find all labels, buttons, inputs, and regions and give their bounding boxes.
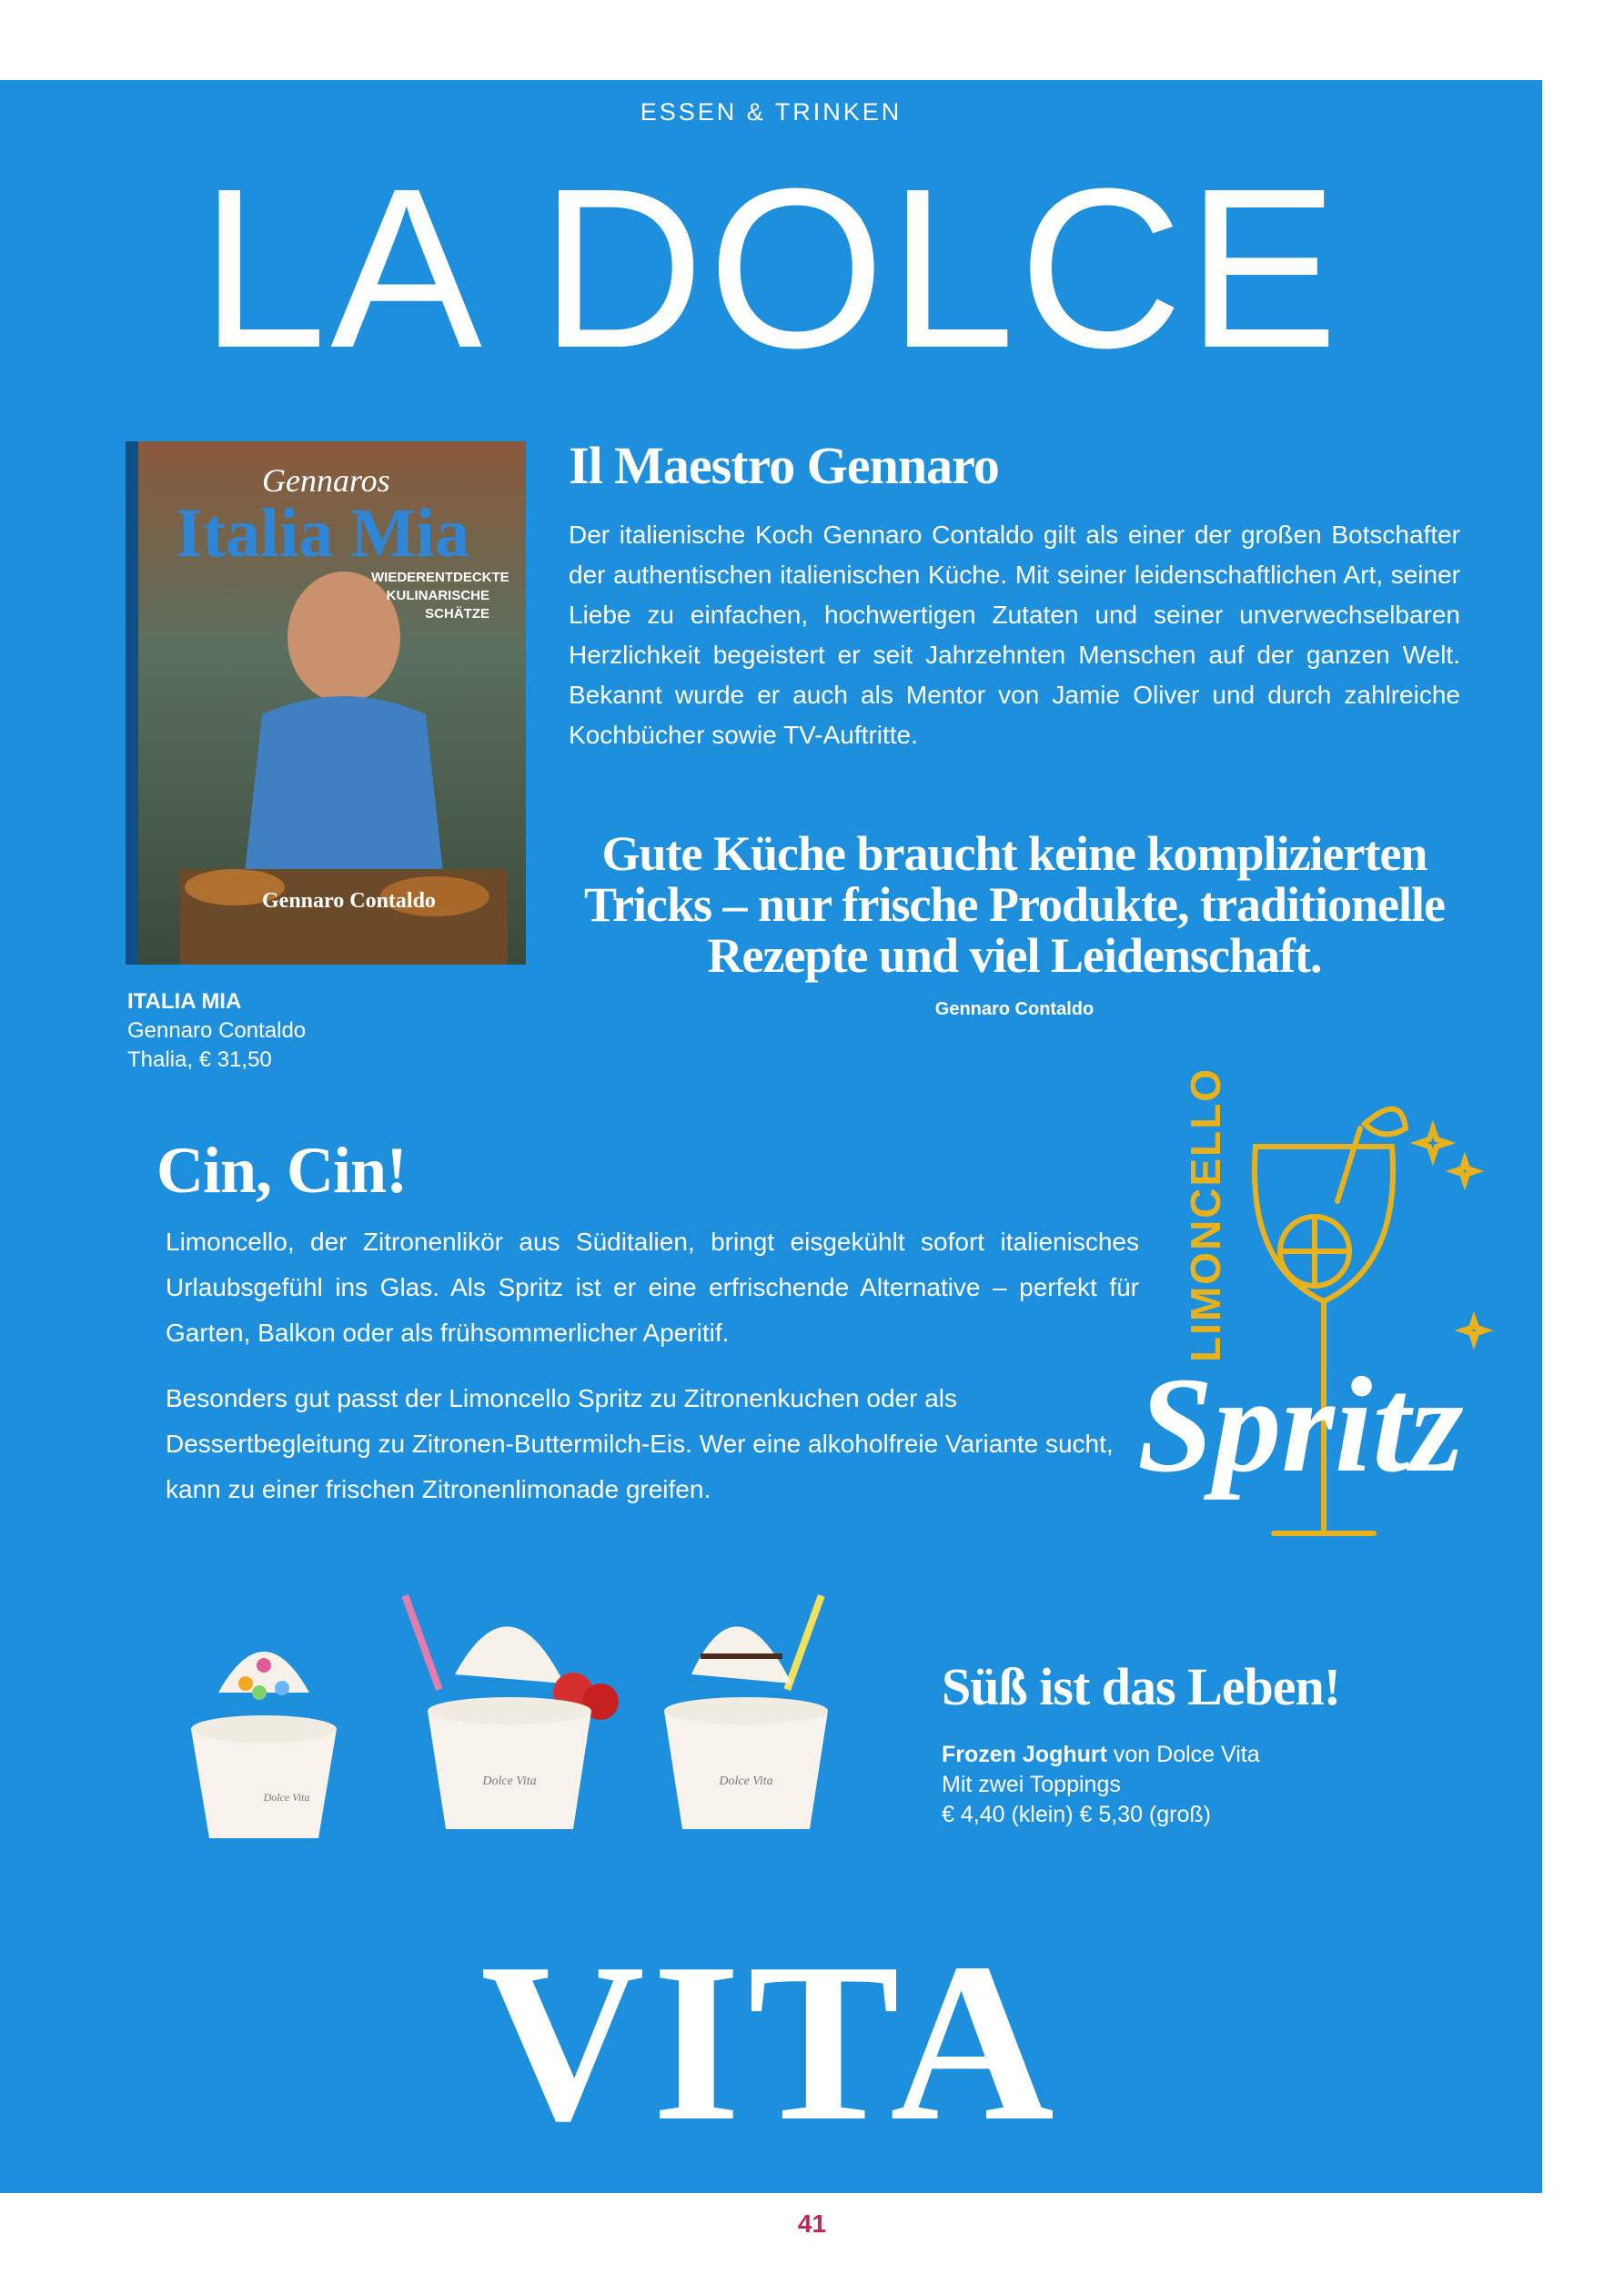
frozen-yogurt-image: [173, 1574, 855, 1893]
article1-heading: Il Maestro Gennaro: [569, 436, 999, 495]
limoncello-vertical-text: LIMONCELLO: [1182, 1067, 1229, 1363]
book-cover-title: Italia Mia: [176, 495, 469, 571]
product-price: € 4,40 (klein) € 5,30 (groß): [942, 1802, 1211, 1827]
quote-author: Gennaro Contaldo: [934, 999, 1094, 1019]
cup-label-2: Dolce Vita: [482, 1774, 537, 1788]
book-cover-brand: Gennaros: [262, 462, 390, 499]
book-caption-author: Gennaro Contaldo: [127, 1018, 307, 1043]
title-top: LA DOLCE: [200, 141, 1342, 395]
cup-label-3: Dolce Vita: [719, 1774, 773, 1788]
product-info: [942, 1740, 1260, 1830]
book-caption-title: ITALIA MIA: [127, 989, 242, 1014]
section-label: ESSEN & TRINKEN: [640, 98, 903, 126]
pull-quote: Gute Küche braucht keine komplizierten Tricks – nur frische Produkte, traditionelle Rezepte und viel Leidenschaft.: [584, 826, 1445, 983]
cup-label-1: Dolce Vita: [263, 1791, 310, 1804]
limoncello-spritz-logo: [1128, 1067, 1510, 1565]
product-vendor: von Dolce Vita: [1106, 1742, 1260, 1767]
article1-body: Der italienische Koch Gennaro Contaldo gilt als einer der großen Botschafter der authentischen italienischen Küche. Mit seiner leidenschaftlichen Art, seiner Liebe zu einfachen, hochwertigen Zutaten und seiner unverwechselbaren Herzlichkeit begeistert er seit Jahrzehnten Menschen auf der ganzen Welt. Bekannt wurde er auch als Mentor von Jamie Oliver und durch zahlreiche Kochbücher sowie TV-Auftritte.: [569, 521, 1460, 749]
page-number: 41: [797, 2209, 827, 2238]
book-caption-price: Thalia, € 31,50: [127, 1047, 272, 1072]
article2-para2: Besonders gut passt der Limoncello Spritz zu Zitronenkuchen oder als Dessertbegleitung zu Zitronen-Buttermilch-Eis. Wer eine alkoholfreie Variante sucht, kann zu einer frischen Zitronenlimonade greifen.: [166, 1384, 1114, 1503]
product-name: Frozen Joghurt: [942, 1742, 1107, 1767]
book-cover-author: Gennaro Contaldo: [262, 889, 436, 913]
article2-heading: Cin, Cin!: [156, 1134, 408, 1207]
title-bottom: VITA: [480, 1916, 1062, 2169]
product-toppings: Mit zwei Toppings: [942, 1772, 1121, 1797]
book-cover-subtitle: WIEDERENTDECKTE KULINARISCHE SCHÄTZE: [371, 570, 509, 622]
book-cover-image: [126, 441, 526, 965]
book-caption: [127, 987, 306, 1075]
article3-heading: Süß ist das Leben!: [942, 1657, 1341, 1716]
spritz-script-text: Spritz: [1137, 1350, 1464, 1501]
article2-para1: Limoncello, der Zitronenlikör aus Süditalien, bringt eisgekühlt sofort italienisches Urlaubsgefühl ins Glas. Als Spritz ist er eine erfrischende Alternative – perfekt für Garten, Balkon oder als frühsommerlicher Aperitif.: [166, 1228, 1139, 1347]
